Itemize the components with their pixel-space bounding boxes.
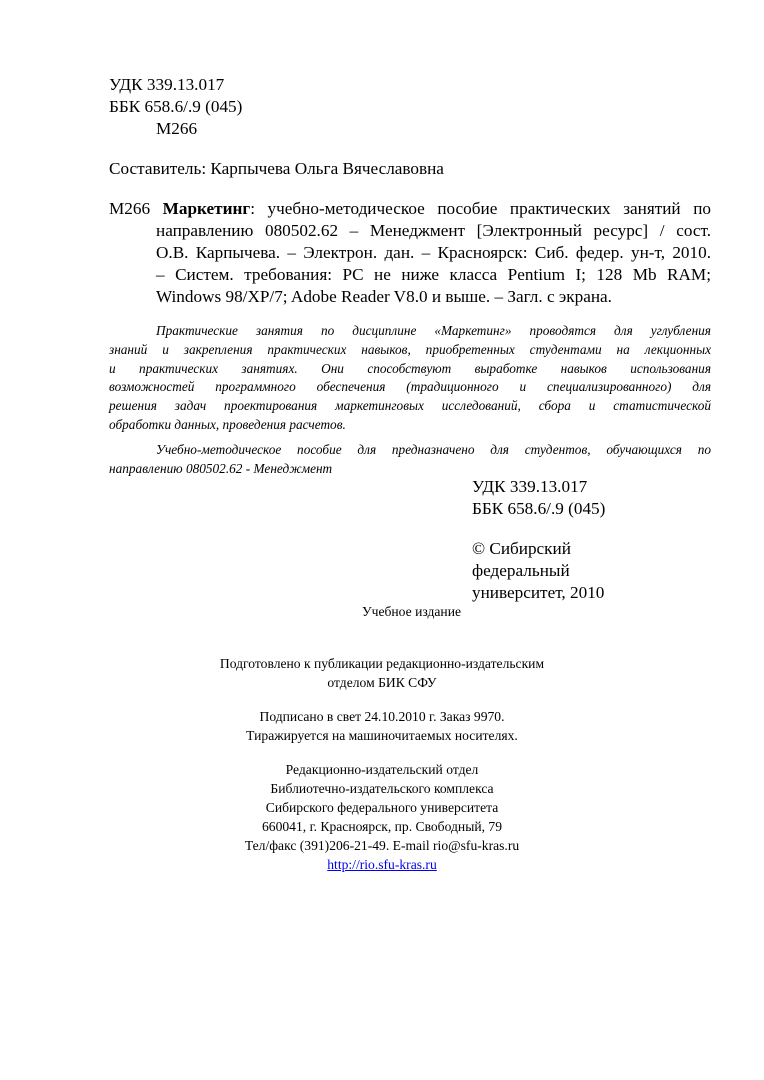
copyright-line-3: университет, 2010 bbox=[472, 583, 605, 602]
publisher-line-3: Сибирского федерального университета bbox=[265, 800, 499, 815]
right-udk: УДК 339.13.017 bbox=[472, 477, 588, 496]
right-bbk: ББК 658.6/.9 (045) bbox=[472, 499, 606, 518]
abstract-paragraph-2 bbox=[109, 441, 711, 479]
edition-label: Учебное издание bbox=[362, 604, 462, 619]
abstract-line: и практических занятиях. Они способствуют выработке навыков использования bbox=[109, 360, 711, 376]
abstract-paragraph-1 bbox=[109, 322, 711, 435]
abstract-line: Учебно-методическое пособие для предназначено для студентов, обучающихся по bbox=[156, 442, 711, 457]
compiler-line: Составитель: Карпычева Ольга Вячеславовна bbox=[109, 159, 444, 178]
abstract-line: направлению 080502.62 - Менеджмент bbox=[109, 460, 333, 476]
publisher-address: 660041, г. Красноярск, пр. Свободный, 79 bbox=[261, 819, 502, 834]
publisher-line-2: Библиотечно-издательского комплекса bbox=[270, 781, 494, 796]
biblio-line-2: направлению 080502.62 – Менеджмент [Электронный ресурс] / сост. bbox=[156, 221, 711, 240]
signed-line-1: Подписано в свет 24.10.2010 г. Заказ 9970. bbox=[259, 709, 505, 724]
publisher-contacts: Тел/факс (391)206-21-49. E-mail rio@sfu-kras.ru bbox=[244, 838, 520, 853]
biblio-line-5: Windows 98/XP/7; Adobe Reader V8.0 и выше. – Загл. с экрана. bbox=[156, 287, 612, 306]
biblio-line-1 bbox=[109, 198, 711, 220]
publisher-line-1: Редакционно-издательский отдел bbox=[285, 762, 479, 777]
abstract-line: возможностей программного обеспечения (традиционного и специализированного) для bbox=[109, 379, 711, 395]
udk-code: УДК 339.13.017 bbox=[109, 75, 225, 94]
copyright-line-1: © Сибирский bbox=[472, 539, 571, 558]
biblio-title: Маркетинг bbox=[162, 199, 251, 218]
copyright-line-2: федеральный bbox=[472, 561, 570, 580]
bibliographic-description bbox=[109, 198, 711, 308]
biblio-line-1-text: : учебно-методическое пособие практических занятий по bbox=[250, 199, 711, 218]
abstract-line: знаний и закрепления практических навыков, приобретенных студентами на лекционных bbox=[109, 341, 711, 357]
prepared-line-1: Подготовлено к публикации редакционно-издательским bbox=[219, 656, 545, 671]
author-mark: М266 bbox=[156, 119, 198, 138]
biblio-index: М266 bbox=[109, 199, 151, 218]
website-row bbox=[0, 855, 764, 874]
biblio-line-4: – Систем. требования: PC не ниже класса Pentium I; 128 Mb RAM; bbox=[156, 265, 711, 284]
website-link[interactable]: http://rio.sfu-kras.ru bbox=[327, 857, 437, 872]
prepared-line-2: отделом БИК СФУ bbox=[327, 675, 437, 690]
biblio-body bbox=[109, 220, 711, 308]
abstract-line: решения задач проектирования маркетинговых исследований, сбора и статистической bbox=[109, 398, 711, 414]
bbk-code: ББК 658.6/.9 (045) bbox=[109, 97, 243, 116]
biblio-line-3: О.В. Карпычева. – Электрон. дан. – Красноярск: Сиб. федер. ун-т, 2010. bbox=[156, 243, 711, 262]
abstract-line: обработки данных, проведения расчетов. bbox=[109, 416, 346, 432]
signed-line-2: Тиражируется на машиночитаемых носителях. bbox=[246, 728, 518, 743]
abstract-line: Практические занятия по дисциплине «Маркетинг» проводятся для углубления bbox=[156, 323, 711, 338]
